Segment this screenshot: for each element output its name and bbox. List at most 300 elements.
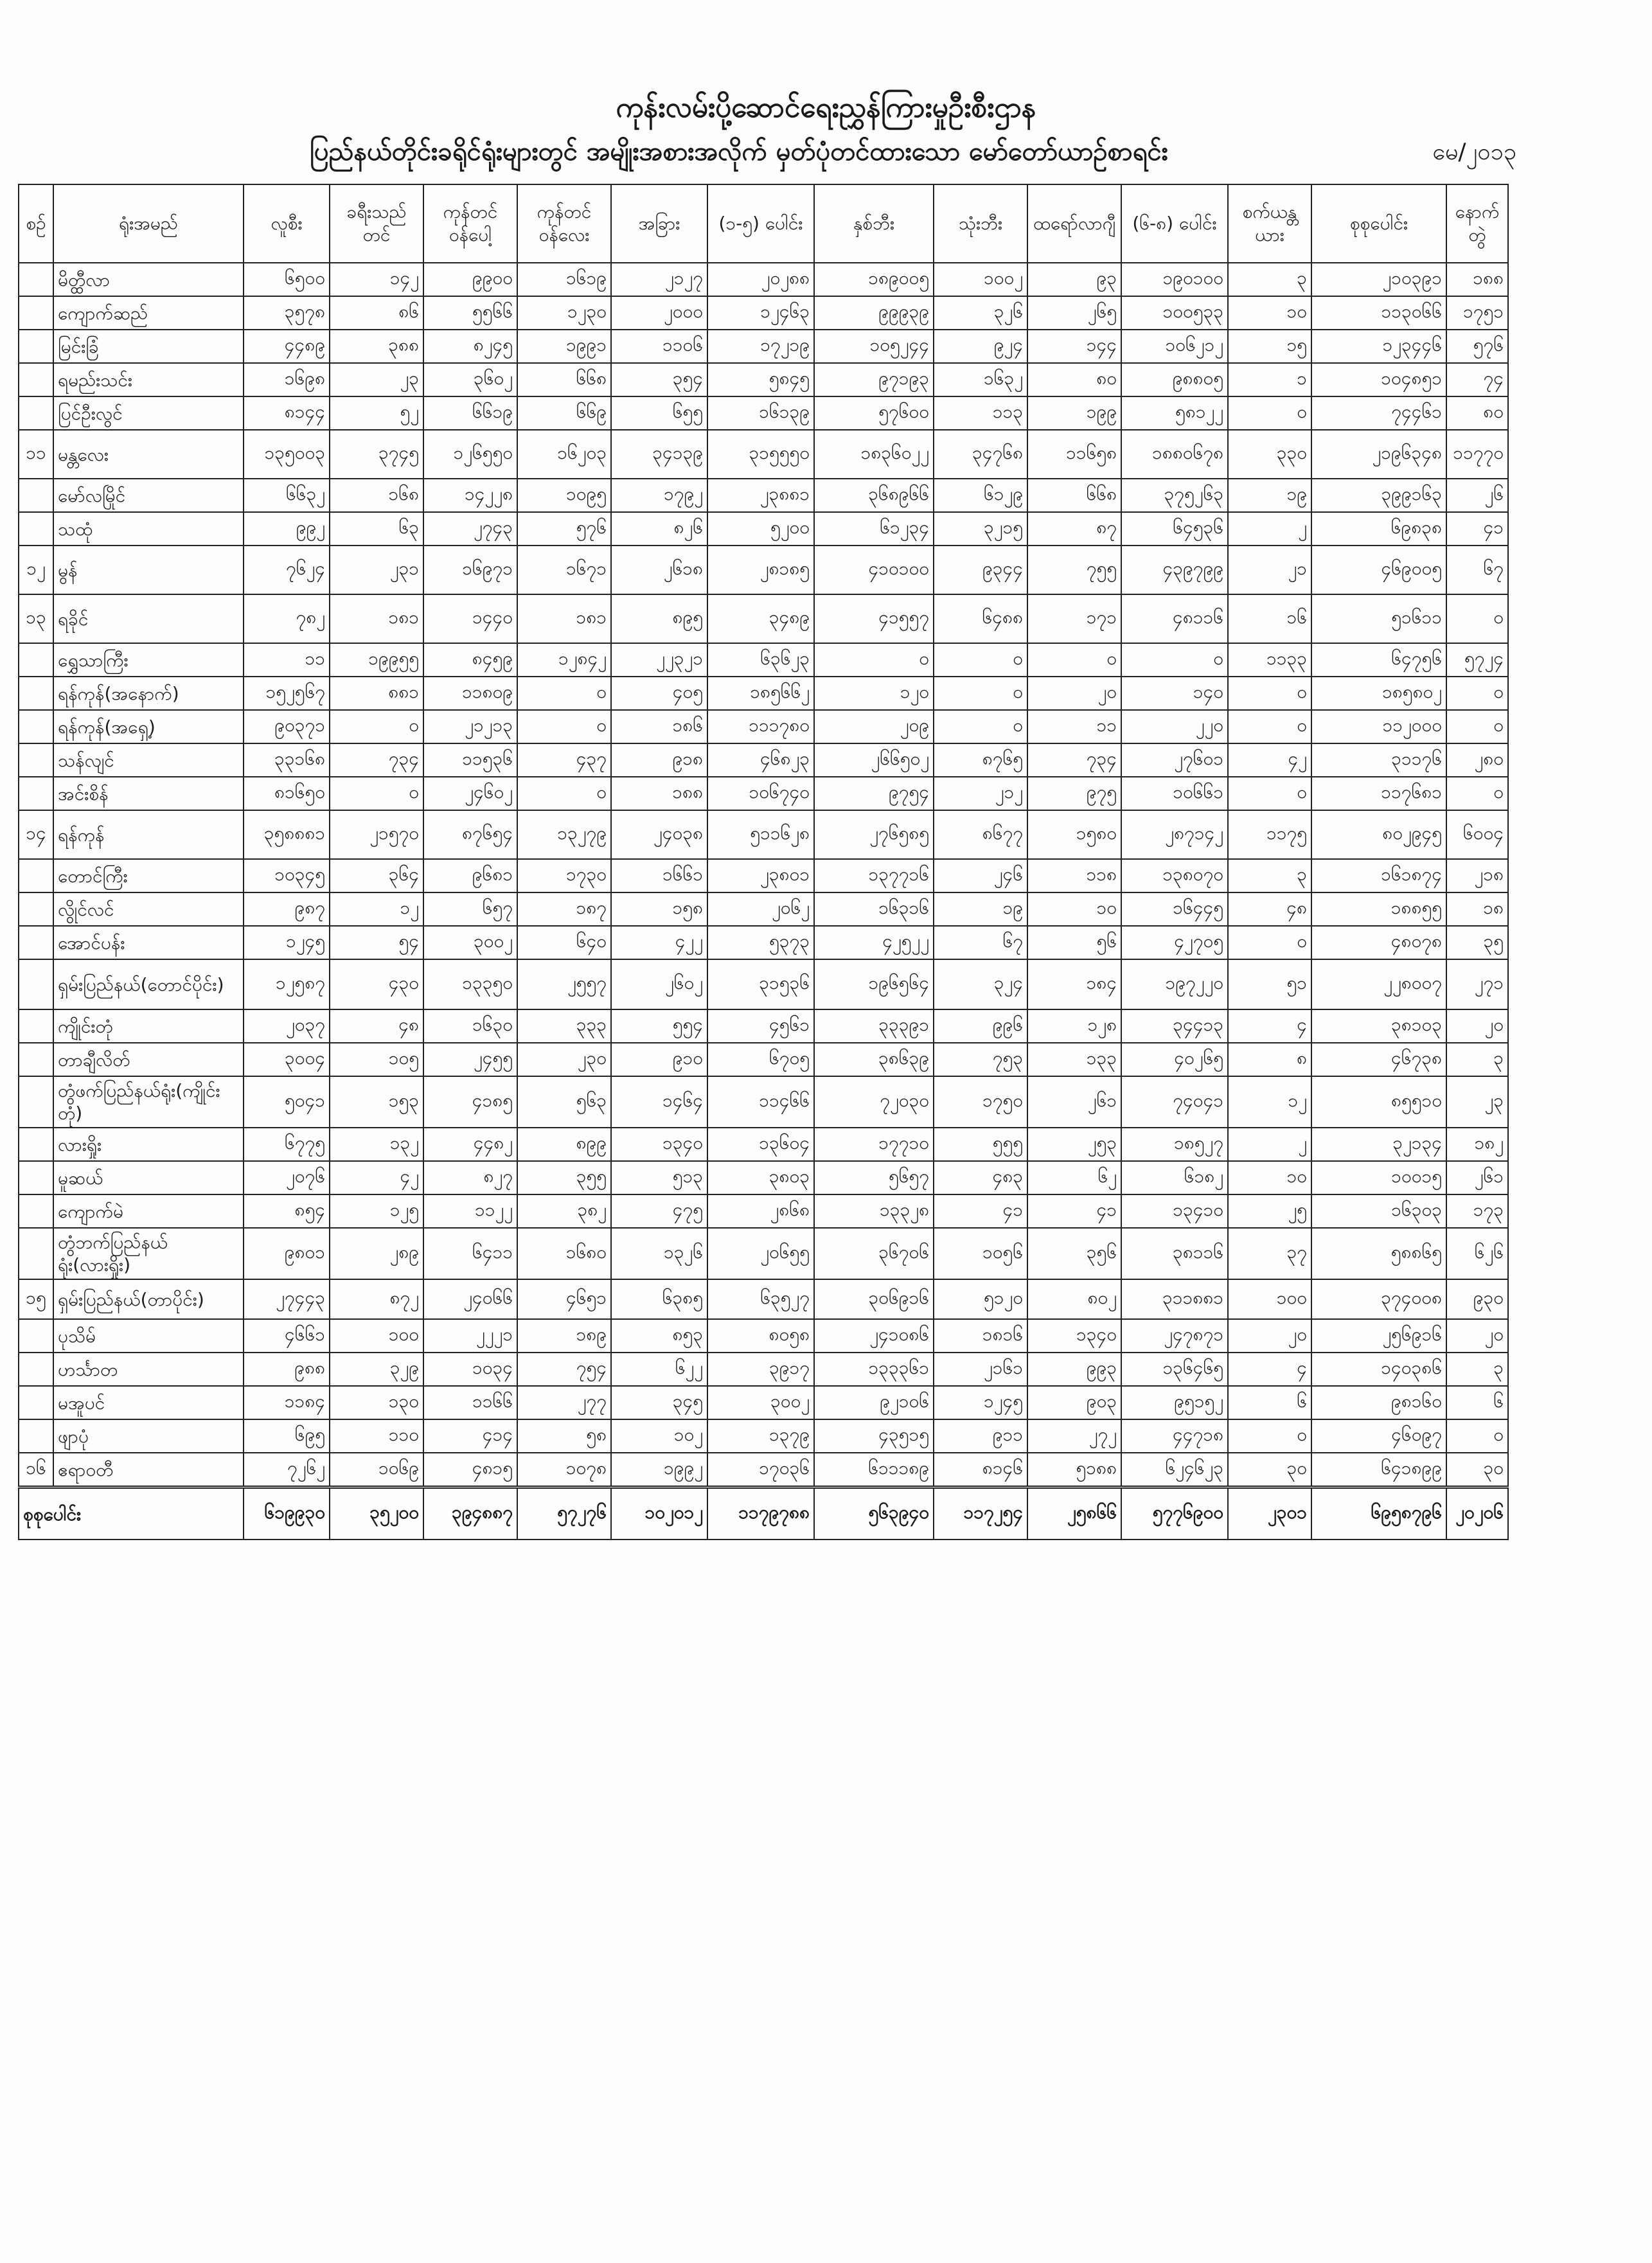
value-cell: ၃၈၁၁၆ (1121, 1228, 1228, 1279)
value-cell: ၃၁၅၃၆ (707, 959, 814, 1009)
value-cell: ၁၅ (1228, 330, 1311, 363)
row-serial-cell (19, 1419, 53, 1453)
table-row (19, 1128, 1508, 1161)
value-cell: ၅၄ (330, 926, 423, 959)
row-serial-cell (19, 1353, 53, 1386)
office-name-cell: သန်လျင် (53, 743, 244, 777)
row-serial-cell (19, 512, 53, 546)
value-cell: ၁၀၉၅ (517, 479, 611, 512)
value-cell: ၁၈၇ (517, 892, 611, 926)
office-name-cell: မအူပင် (53, 1386, 244, 1419)
value-cell: ၃၈၀၃ (707, 1161, 814, 1194)
value-cell: ၅၃၇၃ (707, 926, 814, 959)
value-cell: ၃၉၉၁၆၃ (1311, 479, 1446, 512)
table-row (19, 1228, 1508, 1279)
value-cell: ၃၆၀၂ (423, 363, 517, 396)
value-cell: ၉၁၀ (611, 1043, 707, 1076)
table-row (19, 363, 1508, 396)
row-serial-cell (19, 859, 53, 892)
value-cell: ၁၁၂၀၀၀ (1311, 710, 1446, 743)
value-cell: ၁၄၄၀ (423, 594, 517, 643)
total-value-cell: ၁၀၂၀၁၂ (611, 1487, 707, 1540)
value-cell: ၁၃၂ (330, 1128, 423, 1161)
value-cell: ၈၁၆၅၀ (244, 777, 330, 810)
table-row (19, 743, 1508, 777)
row-serial-cell (19, 1043, 53, 1076)
value-cell: ၃၀ (1446, 1453, 1508, 1487)
table-row (19, 1386, 1508, 1419)
value-cell: ၂၆၁၈ (611, 546, 707, 594)
value-cell: ၃၅၄ (611, 363, 707, 396)
value-cell: ၆၉၅ (244, 1419, 330, 1453)
office-name-cell: တာချီလိတ် (53, 1043, 244, 1076)
value-cell: ၂၁၀၃၉၁ (1311, 263, 1446, 296)
value-cell: ၁၉၉၂ (611, 1453, 707, 1487)
value-cell: ၁၂၈၄၂ (517, 643, 611, 677)
value-cell: ၉၈၈ (244, 1353, 330, 1386)
value-cell: ၂၆ (1446, 479, 1508, 512)
value-cell: ၃၇၄၅ (330, 430, 423, 479)
value-cell: ၈၀ (1446, 396, 1508, 430)
value-cell: ၂၂၃၂၁ (611, 643, 707, 677)
value-cell: ၁၄၀၃၈၆ (1311, 1353, 1446, 1386)
value-cell: ၄ (1228, 1009, 1311, 1043)
value-cell: ၂၅၆၉၁၆ (1311, 1319, 1446, 1353)
value-cell: ၃၆၄ (330, 859, 423, 892)
value-cell: ၄၁၈၅ (423, 1076, 517, 1128)
value-cell: ၁၉ (934, 892, 1027, 926)
column-header: ထရော်လာဂျီ (1027, 184, 1121, 263)
row-serial-cell (19, 296, 53, 330)
value-cell: ၂၃ (1446, 1076, 1508, 1128)
value-cell: ၅၁၁၆၂၈ (707, 810, 814, 859)
value-cell: ၁၀၂ (611, 1419, 707, 1453)
value-cell: ၁၃၆၄၆၅ (1121, 1353, 1228, 1386)
value-cell: ၉၈၀၁ (244, 1228, 330, 1279)
value-cell: ၁၆၂၀၃ (517, 430, 611, 479)
value-cell: ၈၉၅ (611, 594, 707, 643)
value-cell: ၁၆၇၁ (517, 546, 611, 594)
value-cell: ၆၃၆၂၃ (707, 643, 814, 677)
row-serial-cell (19, 1228, 53, 1279)
value-cell: ၂၁၂၁၃ (423, 710, 517, 743)
value-cell: ၀ (1121, 643, 1228, 677)
value-cell: ၁၇၂၁၉ (707, 330, 814, 363)
row-serial-cell (19, 330, 53, 363)
value-cell: ၁၀၆၉ (330, 1453, 423, 1487)
value-cell: ၈၁၄၆ (934, 1453, 1027, 1487)
value-cell: ၉၅၁၅၂ (1121, 1386, 1228, 1419)
value-cell: ၁၀၆၂၁၂ (1121, 330, 1228, 363)
value-cell: ၁၀၅၂၄၄ (814, 330, 934, 363)
value-cell: ၄၀၂၆၅ (1121, 1043, 1228, 1076)
value-cell: ၆၆၈ (517, 363, 611, 396)
value-cell: ၁၄၂၂၈ (423, 479, 517, 512)
value-cell: ၂၀၂၈၈ (707, 263, 814, 296)
value-cell: ၁၉၀၁၀၀ (1121, 263, 1228, 296)
value-cell: ၀ (1228, 926, 1311, 959)
value-cell: ၂၀ (1228, 1319, 1311, 1353)
column-header: (၁-၅) ပေါင်း (707, 184, 814, 263)
value-cell: ၆၄၈၈ (934, 594, 1027, 643)
value-cell: ၁၁၃၃ (1228, 643, 1311, 677)
table-row (19, 1161, 1508, 1194)
value-cell: ၆၄၁၈၉၉ (1311, 1453, 1446, 1487)
value-cell: ၁၃၃၂၈ (814, 1194, 934, 1228)
value-cell: ၁၈၁ (330, 594, 423, 643)
value-cell: ၇၄၀၄၁ (1121, 1076, 1228, 1128)
value-cell: ၄၆၀၉၇ (1311, 1419, 1446, 1453)
value-cell: ၂ (1228, 1128, 1311, 1161)
value-cell: ၂၅၅၇ (517, 959, 611, 1009)
table-row (19, 263, 1508, 296)
value-cell: ၂၇၄၃ (423, 512, 517, 546)
row-serial-cell: ၁၂ (19, 546, 53, 594)
value-cell: ၁၉၆၅၆၄ (814, 959, 934, 1009)
value-cell: ၅၁၂၀ (934, 1279, 1027, 1319)
value-cell: ၃၅၇၈ (244, 296, 330, 330)
value-cell: ၄၃၉၇၉၉ (1121, 546, 1228, 594)
value-cell: ၈၀၅၈ (707, 1319, 814, 1353)
value-cell: ၂၈၇၁၄၂ (1121, 810, 1228, 859)
column-header: ကုန်တင်ဝန်ပေါ့ (423, 184, 517, 263)
value-cell: ၂၃၈၀၁ (707, 859, 814, 892)
office-name-cell: တွံဘက်ပြည်နယ်ရုံး(လားရှိုး) (53, 1228, 244, 1279)
value-cell: ၁၆၈ (330, 479, 423, 512)
value-cell: ၅၁၃ (611, 1161, 707, 1194)
office-name-cell: မိတ္ထီလာ (53, 263, 244, 296)
value-cell: ၅၂ (330, 396, 423, 430)
value-cell: ၃၀၆၉၁၆ (814, 1279, 934, 1319)
value-cell: ၄၁ (1027, 1194, 1121, 1228)
value-cell: ၈၇၂ (330, 1279, 423, 1319)
value-cell: ၆၄၁၁ (423, 1228, 517, 1279)
value-cell: ၉၉၉၃၉ (814, 296, 934, 330)
value-cell: ၃၅၅ (517, 1161, 611, 1194)
value-cell: ၃၀၀၂ (423, 926, 517, 959)
value-cell: ၃၀ (1228, 1453, 1311, 1487)
value-cell: ၃၅၈၈၈၁ (244, 810, 330, 859)
value-cell: ၂၆၆၅၀၂ (814, 743, 934, 777)
value-cell: ၁၅၂၅၆၇ (244, 677, 330, 710)
value-cell: ၃၀၀၂ (707, 1386, 814, 1419)
table-row (19, 1043, 1508, 1076)
value-cell: ၀ (517, 777, 611, 810)
value-cell: ၁၀၅၆ (934, 1228, 1027, 1279)
column-header: အခြား (611, 184, 707, 263)
value-cell: ၇၄၄၆၁ (1311, 396, 1446, 430)
value-cell: ၁၂၄၅ (244, 926, 330, 959)
row-serial-cell (19, 363, 53, 396)
value-cell: ၂၂၂၁ (423, 1319, 517, 1353)
value-cell: ၁၀၅ (330, 1043, 423, 1076)
row-serial-cell (19, 479, 53, 512)
value-cell: ၁၆၆၁ (611, 859, 707, 892)
value-cell: ၁၅၈၀ (1027, 810, 1121, 859)
office-name-cell: ရှမ်းပြည်နယ်(တာပိုင်း) (53, 1279, 244, 1319)
value-cell: ၈၅၃ (611, 1319, 707, 1353)
value-cell: ၀ (1228, 710, 1311, 743)
value-cell: ၂၄၅၅ (423, 1043, 517, 1076)
value-cell: ၂၅၃ (1027, 1128, 1121, 1161)
value-cell: ၃၈၈ (330, 330, 423, 363)
table-row (19, 1279, 1508, 1319)
value-cell: ၂၇၁ (1446, 959, 1508, 1009)
value-cell: ၁၈၆ (611, 710, 707, 743)
value-cell: ၄၃၅၁၅ (814, 1419, 934, 1453)
value-cell: ၃၁၁၈၈၁ (1121, 1279, 1228, 1319)
value-cell: ၅၁ (1228, 959, 1311, 1009)
value-cell: ၈၈၁ (330, 677, 423, 710)
value-cell: ၉၁၈ (611, 743, 707, 777)
table-row (19, 1076, 1508, 1128)
value-cell: ၁၃၂၇၉ (517, 810, 611, 859)
value-cell: ၃၆၈၉၆၆ (814, 479, 934, 512)
value-cell: ၄၂ (1228, 743, 1311, 777)
value-cell: ၁၉၉၁ (517, 330, 611, 363)
value-cell: ၁၃၃ (1027, 1043, 1121, 1076)
table-row (19, 1319, 1508, 1353)
value-cell: ၁၃၇၇၁၆ (814, 859, 934, 892)
value-cell: ၁၁၃၀၆၆ (1311, 296, 1446, 330)
office-name-cell: ကျိုင်းတုံ (53, 1009, 244, 1043)
value-cell: ၅၀၄၁ (244, 1076, 330, 1128)
value-cell: ၄၈ (330, 1009, 423, 1043)
value-cell: ၁၂၀ (814, 677, 934, 710)
value-cell: ၁၂ (330, 892, 423, 926)
value-cell: ၃၂၆ (934, 296, 1027, 330)
total-value-cell: ၃၉၄၈၈၇ (423, 1487, 517, 1540)
table-row (19, 892, 1508, 926)
value-cell: ၁၆၁၉ (517, 263, 611, 296)
value-cell: ၁၁၆၆ (423, 1386, 517, 1419)
value-cell: ၂၄၇၈၇၁ (1121, 1319, 1228, 1353)
value-cell: ၁ (1228, 363, 1311, 396)
column-header: စက်ယန္တယား (1228, 184, 1311, 263)
value-cell: ၆၆၁၉ (423, 396, 517, 430)
total-row (19, 1487, 1508, 1540)
value-cell: ၁၀၀၅၃၃ (1121, 296, 1228, 330)
value-cell: ၁၁၈၀၉ (423, 677, 517, 710)
value-cell: ၄၁ (1446, 512, 1508, 546)
value-cell: ၃၃၃ (517, 1009, 611, 1043)
document-subtitle: ပြည်နယ်တိုင်းခရိုင်ရုံးများတွင် အမျိုးအစားအလိုက် မှတ်ပုံတင်ထားသော မော်တော်ယာဉ်စာရင်း (310, 137, 1168, 166)
value-cell: ၁၃၃၃၆၁ (814, 1353, 934, 1386)
office-name-cell: သထုံ (53, 512, 244, 546)
value-cell: ၄၀၅ (611, 677, 707, 710)
value-cell: ၂၀ (1446, 1009, 1508, 1043)
row-serial-cell: ၁၃ (19, 594, 53, 643)
row-serial-cell (19, 396, 53, 430)
value-cell: ၉၀၃ (1027, 1386, 1121, 1419)
value-cell: ၄၈၁၅ (423, 1453, 517, 1487)
value-cell: ၅၅၆၆ (423, 296, 517, 330)
office-name-cell: မူဆယ် (53, 1161, 244, 1194)
value-cell: ၂၀ (1027, 677, 1121, 710)
value-cell: ၃၆၇၀၆ (814, 1228, 934, 1279)
column-header: ကုန်တင်ဝန်လေး (517, 184, 611, 263)
value-cell: ၀ (1228, 777, 1311, 810)
value-cell: ၈၀၂ (1027, 1279, 1121, 1319)
row-serial-cell: ၁၆ (19, 1453, 53, 1487)
value-cell: ၅၆၃ (517, 1076, 611, 1128)
value-cell: ၇၃၄ (1027, 743, 1121, 777)
value-cell: ၁၁၇၇၀ (1446, 430, 1508, 479)
table-row (19, 1453, 1508, 1487)
total-value-cell: ၁၁၇၂၅၄ (934, 1487, 1027, 1540)
value-cell: ၃၂၁၅ (934, 512, 1027, 546)
value-cell: ၁၈၅၆၆၂ (707, 677, 814, 710)
value-cell: ၅၇၆၀၀ (814, 396, 934, 430)
value-cell: ၁၁ (244, 643, 330, 677)
office-name-cell: ရမည်းသင်း (53, 363, 244, 396)
value-cell: ၁၀၀ (330, 1319, 423, 1353)
value-cell: ၆၆၈ (1027, 479, 1121, 512)
value-cell: ၃၃၀ (1228, 430, 1311, 479)
value-cell: ၆၂ (1027, 1161, 1121, 1194)
value-cell: ၁၉ (1228, 479, 1311, 512)
table-row (19, 430, 1508, 479)
value-cell: ၃၅၆ (1027, 1228, 1121, 1279)
value-cell: ၁၀၀၁၅ (1311, 1161, 1446, 1194)
office-name-cell: အင်းစိန် (53, 777, 244, 810)
value-cell: ၁၆ (1228, 594, 1311, 643)
value-cell: ၁၁၈၄ (244, 1386, 330, 1419)
value-cell: ၅၂၀၀ (707, 512, 814, 546)
value-cell: ၂၆၀၂ (611, 959, 707, 1009)
value-cell: ၁၆၃၂ (934, 363, 1027, 396)
value-cell: ၆၉၈၃၈ (1311, 512, 1446, 546)
value-cell: ၄၈၃ (934, 1161, 1027, 1194)
value-cell: ၉၉၂ (244, 512, 330, 546)
value-cell: ၁၈၈၀၆၇၈ (1121, 430, 1228, 479)
value-cell: ၃၉၁၇ (707, 1353, 814, 1386)
value-cell: ၉၉၀၀ (423, 263, 517, 296)
value-cell: ၃၈၂ (517, 1194, 611, 1228)
value-cell: ၆၇၇၅ (244, 1128, 330, 1161)
row-serial-cell (19, 1076, 53, 1128)
value-cell: ၆၅၅ (611, 396, 707, 430)
value-cell: ၁၄၄ (1027, 330, 1121, 363)
value-cell: ၆၇ (1446, 546, 1508, 594)
value-cell: ၄၁၄ (423, 1419, 517, 1453)
value-cell: ၅၁၈၈ (1027, 1453, 1121, 1487)
value-cell: ၄၂ (330, 1161, 423, 1194)
value-cell: ၁၀၀၂ (934, 263, 1027, 296)
value-cell: ၇၂၆၂ (244, 1453, 330, 1487)
value-cell: ၄၃၀ (330, 959, 423, 1009)
value-cell: ၁၂၅ (330, 1194, 423, 1228)
value-cell: ၁၃၈၀၇၀ (1121, 859, 1228, 892)
value-cell: ၂၁၉၆၃၄၈ (1311, 430, 1446, 479)
value-cell: ၀ (1228, 1419, 1311, 1453)
table-row (19, 1353, 1508, 1386)
table-row (19, 1194, 1508, 1228)
value-cell: ၉၀၃၇၁ (244, 710, 330, 743)
value-cell: ၀ (934, 710, 1027, 743)
value-cell: ၂၇၂ (1027, 1419, 1121, 1453)
value-cell: ၆၄၇၅၆ (1311, 643, 1446, 677)
value-cell: ၅၈၄၅ (707, 363, 814, 396)
value-cell: ၁၆၁၈၇၄ (1311, 859, 1446, 892)
total-value-cell: ၂၃၀၁ (1228, 1487, 1311, 1540)
value-cell: ၁၄၀ (1121, 677, 1228, 710)
value-cell: ၁၆၈၀ (517, 1228, 611, 1279)
value-cell: ၀ (814, 643, 934, 677)
value-cell: ၆၀၀၄ (1446, 810, 1508, 859)
value-cell: ၇၆၂၄ (244, 546, 330, 594)
value-cell: ၀ (1446, 1419, 1508, 1453)
value-cell: ၉၁၁ (934, 1419, 1027, 1453)
value-cell: ၆၂၂ (611, 1353, 707, 1386)
value-cell: ၈၆၇၇ (934, 810, 1027, 859)
value-cell: ၁၁၇၆၈၁ (1311, 777, 1446, 810)
value-cell: ၁၂၃၄၄၆ (1311, 330, 1446, 363)
value-cell: ၁၆၃၀ (423, 1009, 517, 1043)
table-row (19, 643, 1508, 677)
value-cell: ၂၀၇၆ (244, 1161, 330, 1194)
value-cell: ၂၄၆၀၂ (423, 777, 517, 810)
value-cell: ၆၃ (330, 512, 423, 546)
value-cell: ၀ (1228, 396, 1311, 430)
value-cell: ၆၄၀ (517, 926, 611, 959)
total-value-cell: ၅၇၇၆၉၀၀ (1121, 1487, 1228, 1540)
value-cell: ၆၇၀၅ (707, 1043, 814, 1076)
value-cell: ၁၇၁ (1027, 594, 1121, 643)
office-name-cell: ပြင်ဦးလွင် (53, 396, 244, 430)
value-cell: ၄၄၈၉ (244, 330, 330, 363)
value-cell: ၃၄၁၃၉ (611, 430, 707, 479)
value-cell: ၉၈၇ (244, 892, 330, 926)
value-cell: ၈၀၂၉၄၅ (1311, 810, 1446, 859)
value-cell: ၄၂၂ (611, 926, 707, 959)
office-name-cell: မြင်းခြံ (53, 330, 244, 363)
table-row (19, 959, 1508, 1009)
value-cell: ၈၁၄၄ (244, 396, 330, 430)
value-cell: ၅၅၄ (611, 1009, 707, 1043)
value-cell: ၂၀၃၇ (244, 1009, 330, 1043)
row-serial-cell (19, 959, 53, 1009)
value-cell: ၁၉၉ (1027, 396, 1121, 430)
value-cell: ၆၃၈၅ (611, 1279, 707, 1319)
value-cell: ၁၀၄၈၅၁ (1311, 363, 1446, 396)
value-cell: ၂ (1228, 512, 1311, 546)
value-cell: ၈၇၆၅၄ (423, 810, 517, 859)
value-cell: ၄၂၇၀၅ (1121, 926, 1228, 959)
value-cell: ၅၈ (517, 1419, 611, 1453)
value-cell: ၈၅၄ (244, 1194, 330, 1228)
value-cell: ၂၈၁၈၅ (707, 546, 814, 594)
row-serial-cell: ၁၅ (19, 1279, 53, 1319)
table-row (19, 777, 1508, 810)
row-serial-cell (19, 263, 53, 296)
value-cell: ၁၃၄၀ (1027, 1319, 1121, 1353)
value-cell: ၂၀၆၂ (707, 892, 814, 926)
value-cell: ၃၅ (1446, 926, 1508, 959)
value-cell: ၄၂၅၂၂ (814, 926, 934, 959)
value-cell: ၆၇ (934, 926, 1027, 959)
value-cell: ၀ (1228, 677, 1311, 710)
value-cell: ၁၀၃၄ (423, 1353, 517, 1386)
value-cell: ၁၂၃၀ (517, 296, 611, 330)
value-cell: ၁၁၁၇၈၀ (707, 710, 814, 743)
value-cell: ၃၈၆၃၉ (814, 1043, 934, 1076)
value-cell: ၄ (1228, 1353, 1311, 1386)
value-cell: ၄၁ (934, 1194, 1027, 1228)
value-cell: ၉၉၆ (934, 1009, 1027, 1043)
row-serial-cell (19, 1194, 53, 1228)
value-cell: ၁၃၂၆ (611, 1228, 707, 1279)
